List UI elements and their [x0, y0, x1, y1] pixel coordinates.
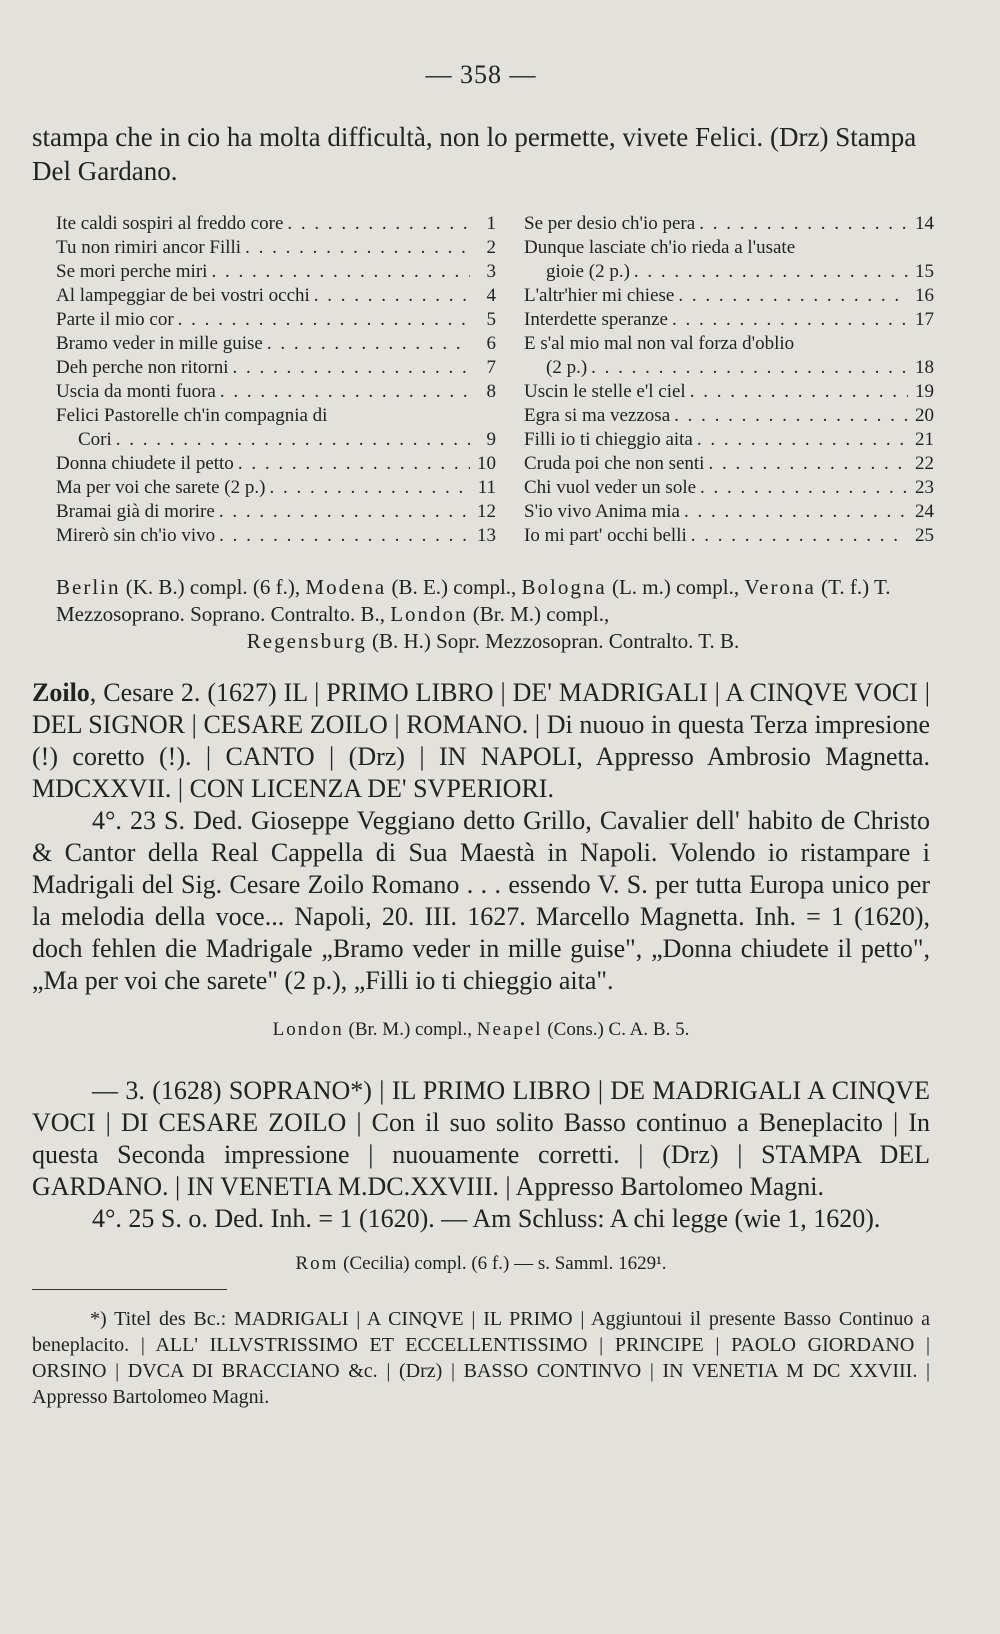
- index-entry-number: 19: [915, 381, 934, 402]
- index-entry: [524, 236, 934, 260]
- index-entry: [56, 380, 496, 404]
- index-entry-title: Deh perche non ritorni: [56, 357, 229, 378]
- footnote-divider: [32, 1289, 227, 1290]
- leader-dots: [591, 356, 908, 380]
- leader-dots: [690, 380, 908, 404]
- index-entry-number: 18: [915, 357, 934, 378]
- index-entry-number: 25: [915, 525, 934, 546]
- lead-paragraph: stampa che in cio ha molta difficultà, non lo permette, vivete Felici. (Drz) Stampa Del Gardano.: [32, 122, 917, 186]
- zoilo-location: [32, 1019, 930, 1041]
- leader-dots: [697, 428, 908, 452]
- index-entry-number: 14: [915, 213, 934, 234]
- index-entry: [524, 308, 934, 332]
- leader-dots: [708, 452, 908, 476]
- index-entry: [56, 260, 496, 284]
- library-name: London: [390, 602, 468, 626]
- index-entry-title: Tu non rimiri ancor Filli: [56, 237, 242, 258]
- index-entry-number: 3: [486, 261, 496, 282]
- index-entry-number: 22: [915, 453, 934, 474]
- library-name: Rom: [295, 1253, 339, 1274]
- index-entry: [524, 404, 934, 428]
- footnote: *) Titel des Bc.: MADRIGALI | A CINQVE | IL PRIMO | Aggiuntoui il presente Basso Continuo a beneplacito. | ALL' ILLVSTRISSIMO ET ECCELLENTISSIMO | PRINCIPE | PAOLO GIORDANO | ORSINO | DVCA DI BRACCIANO &c. | (Drz) | BASSO CONTINVO | IN VENETIA M DC XXVIII. | Appresso Bartolomeo Magni.: [32, 1308, 930, 1408]
- library-detail: (Br. M.) compl.,: [467, 602, 610, 626]
- index-entry: [56, 212, 496, 236]
- index-entry-title: (2 p.): [546, 357, 588, 378]
- index-entry: [56, 452, 496, 476]
- zoilo-title-text: , Cesare 2. (1627) IL | PRIMO LIBRO | DE' MADRIGALI | A CINQVE VOCI | DEL SIGNOR | CESARE ZOILO | ROMANO. | Di nuouo in questa Terza impresione (!) coretto (!). | CANTO | (Drz) | IN NAPOLI, Appresso Ambrosio Magnetta. MDCXXVII. | CON LICENZA DE' SVPERIORI.: [32, 678, 930, 803]
- leader-dots: [699, 212, 908, 236]
- leader-dots: [220, 380, 470, 404]
- index-entry-number: 4: [486, 285, 496, 306]
- madrigal-index: [56, 212, 934, 548]
- library-detail: (B. H.) Sopr. Mezzosopran. Contralto. T. B.: [366, 629, 740, 653]
- index-entry: [56, 476, 496, 500]
- library-name: Bologna: [521, 575, 607, 599]
- leader-dots: [267, 332, 470, 356]
- index-entry-title: Bramo veder in mille guise: [56, 333, 263, 354]
- index-entry: [524, 260, 934, 284]
- index-entry: [56, 236, 496, 260]
- entry3-location: [32, 1253, 930, 1275]
- leader-dots: [678, 284, 908, 308]
- index-entry: [524, 452, 934, 476]
- index-entry-number: 13: [477, 525, 496, 546]
- index-entry-number: 17: [915, 309, 934, 330]
- index-entry-title: Ite caldi sospiri al freddo core: [56, 213, 284, 234]
- leader-dots: [245, 236, 470, 260]
- index-entry-number: 8: [486, 381, 496, 402]
- index-entry: [524, 428, 934, 452]
- index-entry-number: 5: [486, 309, 496, 330]
- library-name: Berlin: [56, 575, 121, 599]
- leader-dots: [684, 500, 908, 524]
- leader-dots: [238, 452, 470, 476]
- leader-dots: [634, 260, 908, 284]
- library-detail: (Cons.) C. A. B. 5.: [542, 1019, 690, 1040]
- index-entry-title: Parte il mio cor: [56, 309, 174, 330]
- index-entry: [524, 212, 934, 236]
- index-entry: [524, 332, 934, 356]
- index-entry: [56, 404, 496, 428]
- index-entry-title: Uscin le stelle e'l ciel: [524, 381, 686, 402]
- index-entry-title: Mirerò sin ch'io vivo: [56, 525, 216, 546]
- index-entry-number: 1: [486, 213, 496, 234]
- index-entry-title: Uscia da monti fuora: [56, 381, 216, 402]
- index-entry-number: 6: [486, 333, 496, 354]
- library-detail: (K. B.) compl. (6 f.),: [120, 575, 306, 599]
- index-entry: [524, 380, 934, 404]
- index-entry-title: L'altr'hier mi chiese: [524, 285, 675, 306]
- index-entry: [524, 284, 934, 308]
- index-entry-title: Al lampeggiar de bei vostri occhi: [56, 285, 310, 306]
- index-entry-number: 2: [486, 237, 496, 258]
- library-name: Regensburg: [246, 629, 367, 653]
- leader-dots: [287, 212, 470, 236]
- index-entry-title: Filli io ti chieggio aita: [524, 429, 693, 450]
- index-entry-number: 9: [486, 429, 496, 450]
- index-entry-number: 10: [477, 453, 496, 474]
- library-name: London: [272, 1019, 344, 1040]
- library-detail: (Cecilia) compl. (6 f.) — s. Samml. 1629¹.: [338, 1253, 667, 1274]
- index-entry: [56, 524, 496, 548]
- index-entry-title: Bramai già di morire: [56, 501, 215, 522]
- index-entry-title: Felici Pastorelle ch'in compagnia di: [56, 405, 328, 426]
- index-entry-title: gioie (2 p.): [546, 261, 630, 282]
- leader-dots: [211, 260, 470, 284]
- index-entry-title: Ma per voi che sarete (2 p.): [56, 477, 266, 498]
- leader-dots: [314, 284, 470, 308]
- index-entry-title: Donna chiudete il petto: [56, 453, 234, 474]
- index-entry-title: Chi vuol veder un sole: [524, 477, 697, 498]
- index-entry-title: Io mi part' occhi belli: [524, 525, 687, 546]
- index-entry-number: 16: [915, 285, 934, 306]
- index-entry-number: 15: [915, 261, 934, 282]
- leader-dots: [269, 476, 470, 500]
- index-entry: [524, 500, 934, 524]
- library-detail: (T. f.) T. Mezzosoprano. Soprano. Contralto. B.,: [56, 575, 891, 626]
- index-entry: [56, 284, 496, 308]
- library-detail: (Br. M.) compl.,: [343, 1019, 477, 1040]
- index-entry: [56, 308, 496, 332]
- index-entry: [56, 500, 496, 524]
- index-entry: [56, 428, 496, 452]
- library-name: Neapel: [476, 1019, 543, 1040]
- index-entry: [524, 524, 934, 548]
- library-name: Modena: [305, 575, 387, 599]
- index-entry-number: 12: [477, 501, 496, 522]
- leader-dots: [700, 476, 908, 500]
- library-citation: [56, 574, 930, 655]
- author-name: Zoilo: [32, 678, 90, 707]
- library-name: Verona: [744, 575, 816, 599]
- index-column-right: [524, 212, 934, 548]
- leader-dots: [233, 356, 470, 380]
- index-entry-title: Interdette speranze: [524, 309, 668, 330]
- index-entry-title: Cori: [78, 429, 112, 450]
- library-detail: (L. m.) compl.,: [606, 575, 745, 599]
- index-entry-title: Egra si ma vezzosa: [524, 405, 671, 426]
- zoilo-title: [32, 677, 930, 805]
- leader-dots: [691, 524, 908, 548]
- library-detail: (B. E.) compl.,: [386, 575, 522, 599]
- zoilo-description: 4°. 23 S. Ded. Gioseppe Veggiano detto Grillo, Cavalier dell' habito de Christo & Cantor della Real Cappella di Sua Maestà in Napoli. Volendo io ristampare i Madrigali del Sig. Cesare Zoilo Romano . . . essendo V. S. per tutta Europa unico per la melodia della voce... Napoli, 20. III. 1627. Marcello Magnetta. Inh. = 1 (1620), doch fehlen die Madrigale „Bramo veder in mille guise", „Donna chiudete il petto", „Ma per voi che sarete" (2 p.), „Filli io ti chieggio aita".: [32, 806, 930, 995]
- page-number-header: — 358 —: [425, 60, 537, 89]
- index-entry-number: 21: [915, 429, 934, 450]
- index-entry-title: Se per desio ch'io pera: [524, 213, 696, 234]
- index-entry-number: 24: [915, 501, 934, 522]
- index-entry-title: Se mori perche miri: [56, 261, 208, 282]
- index-entry-number: 7: [486, 357, 496, 378]
- leader-dots: [178, 308, 470, 332]
- entry3-title: — 3. (1628) SOPRANO*) | IL PRIMO LIBRO | DE MADRIGALI A CINQVE VOCI | DI CESARE ZOILO | Con il suo solito Basso continuo a Beneplacito | In questa Seconda impressione | nuouamente corretti. | (Drz) | STAMPA DEL GARDANO. | IN VENETIA M.DC.XXVIII. | Appresso Bartolomeo Magni.: [32, 1076, 930, 1201]
- index-entry-title: Cruda poi che non senti: [524, 453, 705, 474]
- entry3-description: 4°. 25 S. o. Ded. Inh. = 1 (1620). — Am Schluss: A chi legge (wie 1, 1620).: [92, 1204, 881, 1233]
- index-entry-title: S'io vivo Anima mia: [524, 501, 680, 522]
- index-entry-number: 23: [915, 477, 934, 498]
- index-entry-number: 20: [915, 405, 934, 426]
- index-column-left: [56, 212, 496, 548]
- index-entry-title: E s'al mio mal non val forza d'oblio: [524, 333, 795, 354]
- index-entry: [56, 356, 496, 380]
- index-entry: [56, 332, 496, 356]
- index-entry-title: Dunque lasciate ch'io rieda a l'usate: [524, 237, 796, 258]
- leader-dots: [672, 308, 908, 332]
- leader-dots: [219, 500, 470, 524]
- index-entry-number: 11: [477, 477, 496, 498]
- index-entry: [524, 476, 934, 500]
- leader-dots: [674, 404, 908, 428]
- leader-dots: [116, 428, 470, 452]
- index-entry: [524, 356, 934, 380]
- leader-dots: [219, 524, 470, 548]
